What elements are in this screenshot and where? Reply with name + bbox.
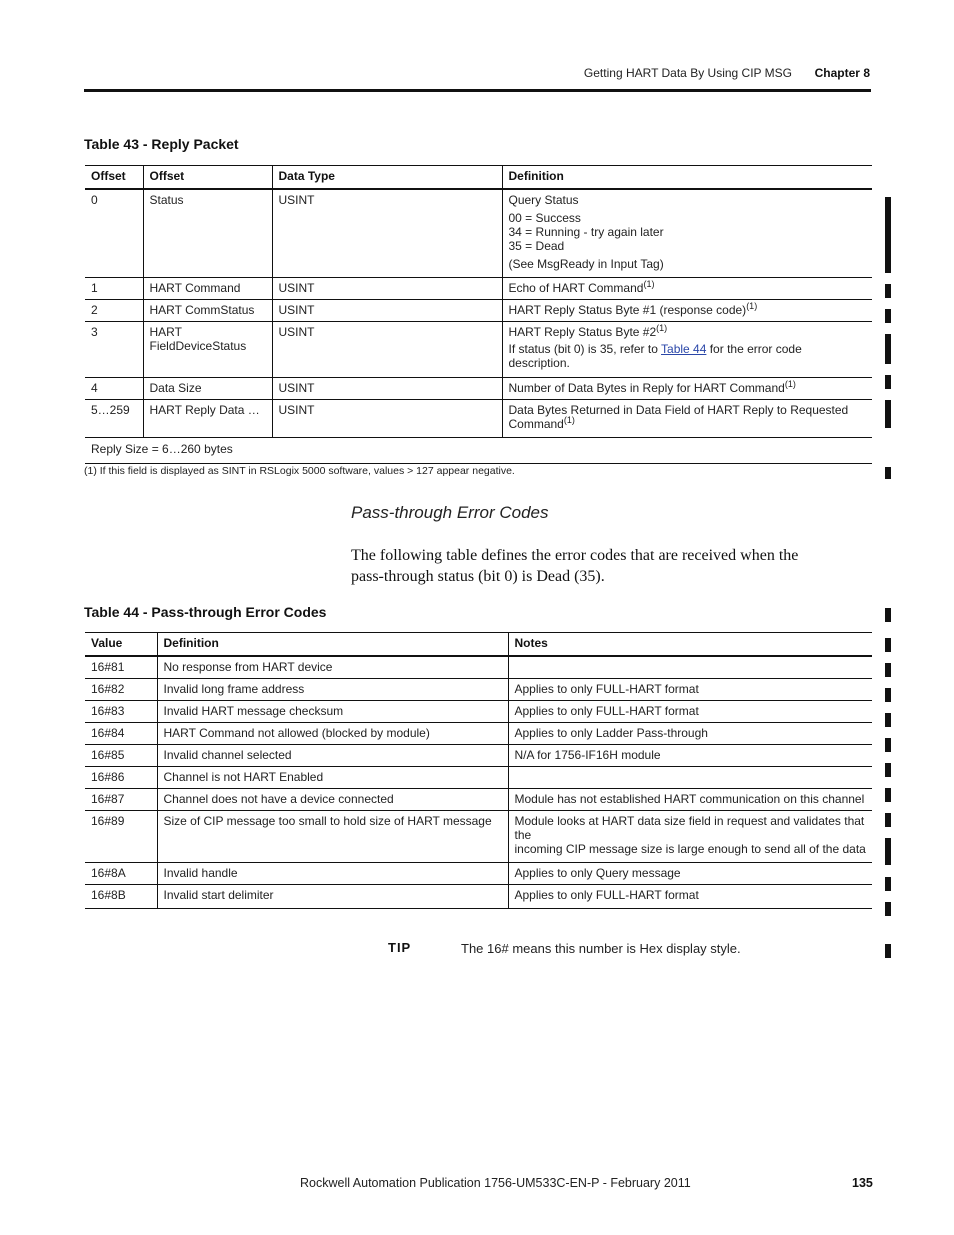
change-bar [885, 467, 891, 479]
type-cell: USINT [272, 300, 502, 322]
notes-cell: Applies to only Ladder Pass-through [508, 723, 872, 745]
reply-size-cell: Reply Size = 6…260 bytes [85, 438, 872, 464]
definition-cell: Invalid handle [157, 863, 508, 885]
table43-caption: Table 43 - Reply Packet [84, 136, 239, 152]
notes-line: incoming CIP message size is large enough to send all of the data [514, 842, 866, 856]
change-bar [885, 197, 891, 273]
definition-cell [502, 322, 872, 378]
name-cell: Status [143, 189, 272, 278]
notes-cell [508, 811, 872, 863]
definition-text: HART Reply Status Byte #2 [508, 325, 657, 339]
definition-line: Command [508, 417, 564, 431]
definition-cell [502, 400, 872, 438]
definition-note-text: for the error code description. [508, 342, 802, 370]
tip-label: TIP [388, 940, 412, 955]
change-bar [885, 688, 891, 702]
offset-cell: 3 [85, 322, 143, 378]
notes-cell: Applies to only FULL-HART format [508, 885, 872, 909]
column-header: Offset [85, 166, 143, 190]
table-row [85, 767, 872, 789]
change-bar [885, 713, 891, 727]
definition-cell: Channel is not HART Enabled [157, 767, 508, 789]
change-bar [885, 902, 891, 916]
change-bar [885, 284, 891, 298]
reply-size-row [85, 438, 872, 464]
table-row [85, 300, 872, 322]
page-number: 135 [852, 1176, 873, 1190]
section-heading: Pass-through Error Codes [351, 503, 549, 522]
definition-line: 35 = Dead [508, 239, 565, 253]
name-cell [143, 322, 272, 378]
error-codes-table [85, 632, 872, 909]
name-cell: Data Size [143, 378, 272, 400]
change-bar [885, 400, 891, 428]
change-bar [885, 944, 891, 958]
notes-cell [508, 656, 872, 679]
notes-cell: Applies to only FULL-HART format [508, 701, 872, 723]
table44-caption: Table 44 - Pass-through Error Codes [84, 604, 327, 620]
definition-cell: Size of CIP message too small to hold size of HART message [157, 811, 508, 863]
value-cell: 16#8B [85, 885, 157, 909]
definition-line: (See MsgReady in Input Tag) [508, 257, 664, 271]
table-row [85, 701, 872, 723]
offset-cell: 2 [85, 300, 143, 322]
name-line: HART [149, 325, 182, 339]
definition-line: Data Bytes Returned in Data Field of HART Reply to Requested [508, 403, 849, 417]
footnote-ref: (1) [643, 279, 655, 289]
definition-cell: Invalid long frame address [157, 679, 508, 701]
table-row [85, 789, 872, 811]
value-cell: 16#84 [85, 723, 157, 745]
table-row [85, 189, 872, 278]
table-row [85, 656, 872, 679]
type-cell: USINT [272, 278, 502, 300]
name-cell: HART CommStatus [143, 300, 272, 322]
body-paragraph: The following table defines the error codes that are received when the pass-through status (bit 0) is Dead (35). [351, 547, 799, 585]
table-row [85, 863, 872, 885]
value-cell: 16#8A [85, 863, 157, 885]
definition-cell: Invalid HART message checksum [157, 701, 508, 723]
definition-cell: HART Command not allowed (blocked by module) [157, 723, 508, 745]
definition-cell [502, 378, 872, 400]
table-row [85, 378, 872, 400]
running-header-section-title: Getting HART Data By Using CIP MSG [583, 66, 792, 80]
value-cell: 16#85 [85, 745, 157, 767]
table-row [85, 811, 872, 863]
value-cell: 16#89 [85, 811, 157, 863]
change-bar [885, 877, 891, 891]
column-header: Notes [508, 633, 872, 657]
change-bar [885, 738, 891, 752]
notes-line: Module looks at HART data size field in request and validates that the [514, 814, 865, 842]
name-cell: HART Command [143, 278, 272, 300]
table44-link[interactable]: Table 44 [661, 342, 707, 356]
notes-cell: N/A for 1756-IF16H module [508, 745, 872, 767]
change-bar [885, 608, 891, 622]
running-header-chapter: Chapter 8 [814, 66, 870, 80]
definition-line: 00 = Success [508, 211, 581, 225]
definition-line: Query Status [508, 193, 579, 207]
offset-cell: 4 [85, 378, 143, 400]
table-row [85, 885, 872, 909]
name-line: FieldDeviceStatus [149, 339, 247, 353]
definition-text: Number of Data Bytes in Reply for HART Command [508, 381, 785, 395]
offset-cell: 5…259 [85, 400, 143, 438]
definition-cell: Invalid start delimiter [157, 885, 508, 909]
definition-cell [502, 278, 872, 300]
notes-cell: Module has not established HART communication on this channel [508, 789, 872, 811]
value-cell: 16#81 [85, 656, 157, 679]
table-header-row [85, 633, 872, 657]
value-cell: 16#83 [85, 701, 157, 723]
table-row [85, 322, 872, 378]
definition-cell: No response from HART device [157, 656, 508, 679]
table43-footnote: (1) If this field is displayed as SINT in RSLogix 5000 software, values > 127 appear negative. [84, 465, 515, 477]
column-header: Value [85, 633, 157, 657]
table-row [85, 679, 872, 701]
table-row [85, 278, 872, 300]
footnote-ref: (1) [784, 379, 796, 389]
change-bar [885, 763, 891, 777]
definition-note-text: If status (bit 0) is 35, refer to [508, 342, 662, 356]
type-cell: USINT [272, 400, 502, 438]
definition-cell: Channel does not have a device connected [157, 789, 508, 811]
table-header-row [85, 166, 872, 190]
type-cell: USINT [272, 378, 502, 400]
change-bar [885, 838, 891, 865]
definition-text: HART Reply Status Byte #1 (response code) [508, 303, 747, 317]
type-cell: USINT [272, 189, 502, 278]
definition-line: 34 = Running - try again later [508, 225, 664, 239]
definition-cell [502, 300, 872, 322]
definition-text: Echo of HART Command [508, 281, 644, 295]
offset-cell: 0 [85, 189, 143, 278]
value-cell: 16#82 [85, 679, 157, 701]
change-bar [885, 638, 891, 652]
value-cell: 16#87 [85, 789, 157, 811]
change-bar [885, 813, 891, 827]
footnote-ref: (1) [656, 323, 668, 333]
name-cell: HART Reply Data … [143, 400, 272, 438]
footnote-ref: (1) [563, 415, 575, 425]
footer-publication: Rockwell Automation Publication 1756-UM533C-EN-P - February 2011 [300, 1176, 691, 1190]
change-bar [885, 663, 891, 677]
table-row [85, 400, 872, 438]
column-header: Data Type [272, 166, 502, 190]
column-header: Offset [143, 166, 272, 190]
tip-text: The 16# means this number is Hex display style. [461, 941, 741, 956]
column-header: Definition [157, 633, 508, 657]
table-row [85, 723, 872, 745]
column-header: Definition [502, 166, 872, 190]
offset-cell: 1 [85, 278, 143, 300]
value-cell: 16#86 [85, 767, 157, 789]
change-bar [885, 375, 891, 389]
notes-cell [508, 767, 872, 789]
definition-note [509, 342, 867, 370]
notes-cell: Applies to only Query message [508, 863, 872, 885]
change-bar [885, 788, 891, 802]
definition-cell: Invalid channel selected [157, 745, 508, 767]
notes-cell: Applies to only FULL-HART format [508, 679, 872, 701]
header-rule [84, 89, 871, 92]
type-cell: USINT [272, 322, 502, 378]
reply-packet-table [85, 165, 872, 464]
table-row [85, 745, 872, 767]
footnote-ref: (1) [746, 301, 758, 311]
change-bar [885, 309, 891, 323]
change-bar [885, 334, 891, 364]
definition-cell [502, 189, 872, 278]
